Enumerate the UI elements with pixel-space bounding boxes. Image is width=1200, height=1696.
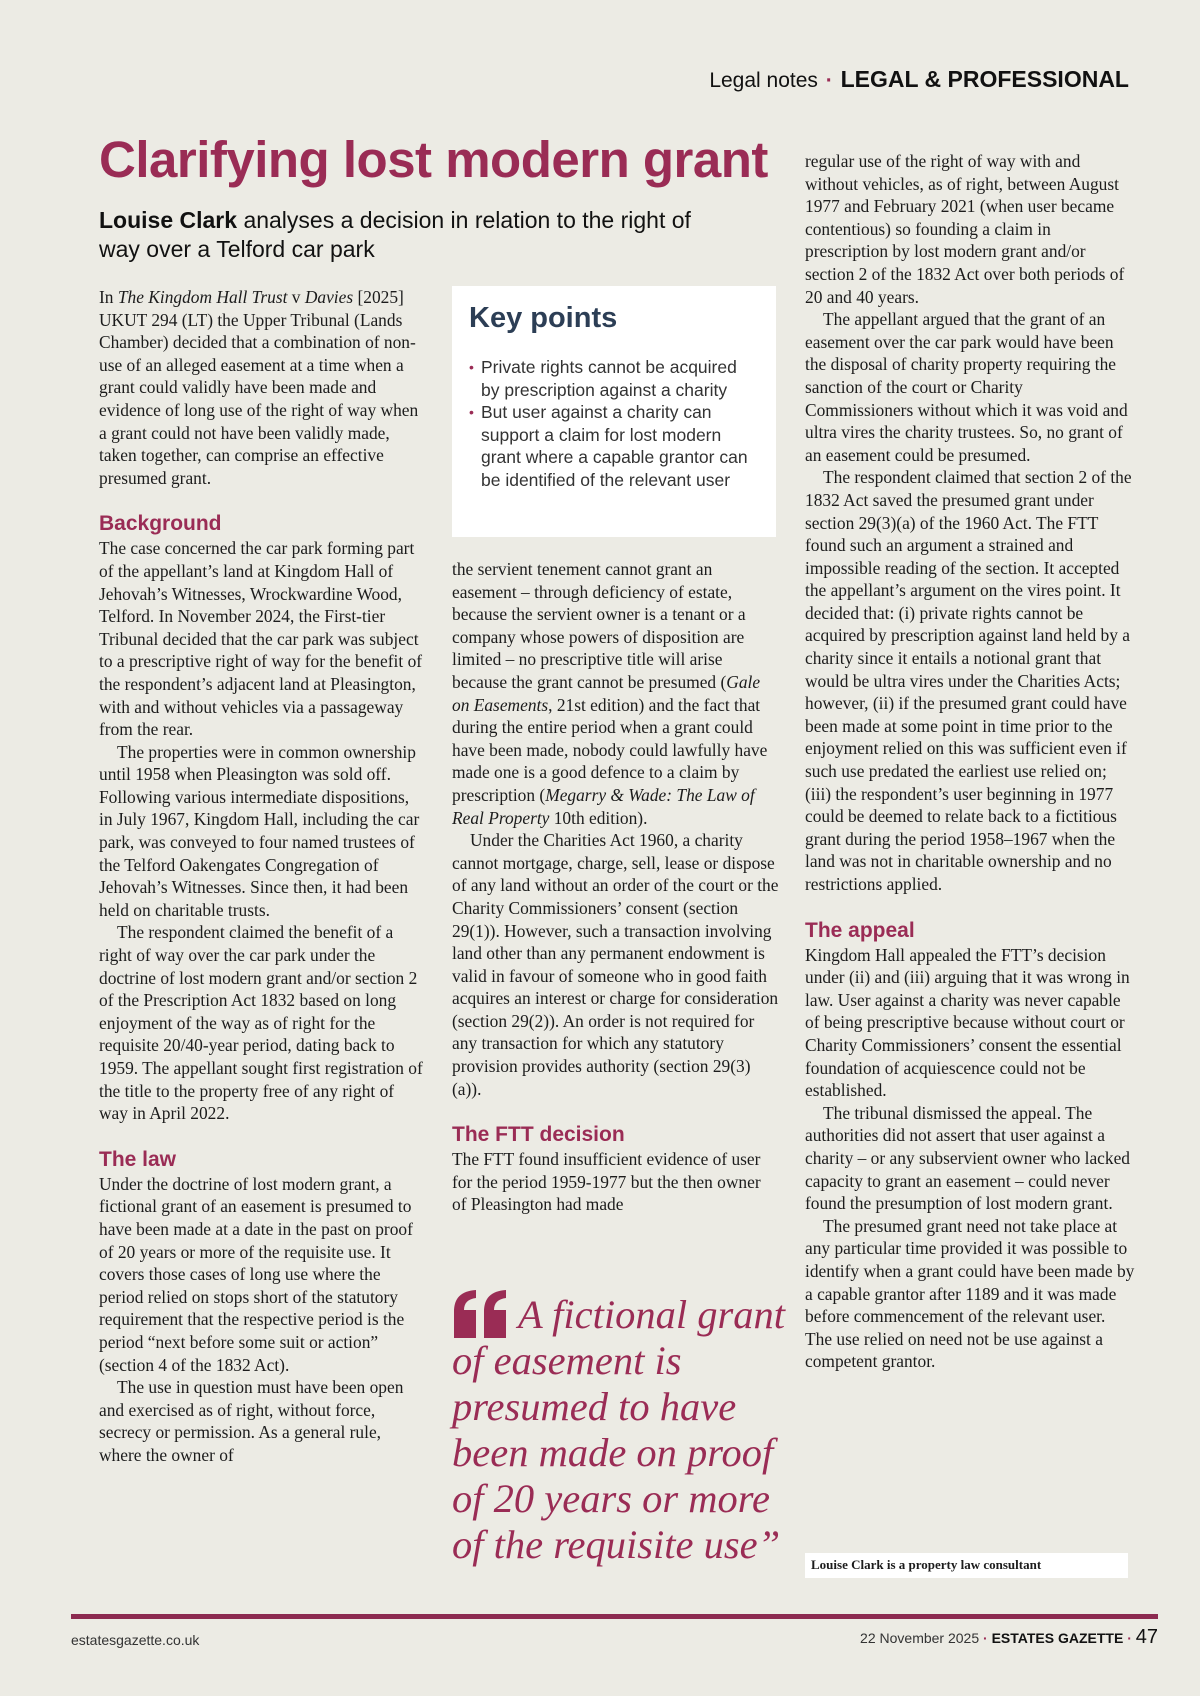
appeal-paragraph-1: Kingdom Hall appealed the FTT’s decision under (ii) and (iii) arguing that it was wrong in law. User against a charity was never capable of being prescriptive because without court or Charity Commissioners’ consent the essential foundation of acquiescence could not be established. [805, 944, 1130, 1101]
background-paragraph-3: The respondent claimed the benefit of a right of way over the car park under the doctrine of lost modern grant and/or section 2 of the Prescription Act 1832 based on long enjoyment of the way as of right for the requisite 20/40-year period, dating back to 1959. The appellant sought first registration of the title to the property free of any right of way in April 2022. [99, 922, 423, 1124]
intro-rest: [2025] UKUT 294 (LT) the Upper Tribunal (Lands Chamber) decided that a combination of non-use of an alleged easement at a time when a grant could validly have been made and evidence of long use of the right of way when a grant could not have been validly made, taken together, can comprise an effective presumed grant. [99, 287, 419, 488]
pull-quote [452, 1292, 792, 1568]
middle-text-c: 10th edition). [549, 807, 648, 828]
appeal-paragraph-3: The presumed grant need not take place at any particular time provided it was possible to identify when a grant could have been made by a capable grantor after 1189 and it was made before commencement of the relevant user. The use relied on need not be use against a competent grantor. [805, 1215, 1135, 1372]
column-2 [452, 558, 779, 1216]
law-heading: The law [99, 1147, 177, 1171]
background-heading: Background [99, 512, 222, 536]
footer-publication: ESTATES GAZETTE [991, 1630, 1124, 1646]
footer-rule [71, 1614, 1158, 1619]
footer-issue-info [860, 1626, 1158, 1649]
key-points-list [469, 356, 760, 492]
appeal-heading: The appeal [805, 918, 915, 942]
section-header [709, 66, 1129, 93]
middle-text-b: , 21st edition) and the fact that during the entire period when a grant could have been made, nobody could lawfully have made one is a good defence to a claim by prescription ( [452, 694, 768, 805]
ftt-paragraph-2: regular use of the right of way with and without vehicles, as of right, between August 1977 and February 2021 (when user became contentious) so founding a claim in prescription by lost modern grant and/or section 2 of the 1832 Act over both periods of 20 and 40 years. [805, 151, 1125, 307]
ftt-paragraph-1: The FTT found insufficient evidence of user for the period 1959-1977 but the then owner of Pleasington had made [452, 1149, 761, 1215]
footer-website: estatesgazette.co.uk [71, 1632, 200, 1648]
section-category: LEGAL & PROFESSIONAL [840, 66, 1129, 92]
standfirst-text: analyses a decision in relation to the right of way over a Telford car park [99, 207, 691, 262]
footer-separator: · [1127, 1630, 1132, 1646]
author-bio: Louise Clark is a property law consultant [805, 1553, 1128, 1578]
section-name: Legal notes [709, 69, 818, 92]
citation-megarry: Megarry & Wade: The Law of Real Property [452, 784, 755, 828]
citation-gale: Gale on Easements [452, 671, 761, 715]
middle-paragraph-1 [452, 558, 779, 829]
footer-date: 22 November 2025 [860, 1630, 980, 1646]
key-point-item: • But user against a charity can support a claim for lost modern grant where a capable grantor can be identified of the relevant user [469, 401, 760, 491]
key-point-item: • Private rights cannot be acquired by prescription against a charity [469, 356, 760, 401]
footer-separator: · [983, 1630, 988, 1646]
case-versus: v [287, 287, 305, 307]
key-points-heading: Key points [469, 302, 618, 334]
pull-quote-text: A fictional grant of easement is presumed to have been made on proof of 20 years or more of the requisite use” [452, 1292, 786, 1567]
ftt-paragraph-4: The respondent claimed that section 2 of the 1832 Act saved the presumed grant under section 29(3)(a) of the 1960 Act. The FTT found such an argument a strained and impossible reading of the section. It accepted the appellant’s argument on the vires point. It decided that: (i) private rights cannot be acquired by prescription against land held by a charity since it entails a notional grant that would be ultra vires under the Charities Acts; however, (ii) if the presumed grant could have been made at some point in time prior to the enjoyment relied on this was sufficient even if such use predated the earliest use relied on; (iii) the respondent’s user beginning in 1977 could be deemed to relate back to a fictitious grant during the period 1958–1967 when the land was not in charitable ownership and no restrictions applied. [805, 467, 1132, 894]
intro-paragraph [99, 286, 426, 489]
column-3 [805, 150, 1135, 1373]
ftt-heading: The FTT decision [452, 1123, 625, 1147]
standfirst [99, 206, 699, 264]
author-name: Louise Clark [99, 207, 238, 233]
case-name-b: Davies [304, 287, 354, 307]
column-1 [99, 286, 426, 1467]
middle-paragraph-2: Under the Charities Act 1960, a charity cannot mortgage, charge, sell, lease or dispose of any land without an order of the court or the Charity Commissioners’ consent (section 29(1)). However, such a transaction involving land other than any permanent endowment is valid in favour of someone who in good faith acquires an interest or charge for consideration (section 29(2)). An order is not required for any transaction for which any statutory provision provides authority (section 29(3)(a)). [452, 830, 779, 1099]
middle-text-a: the servient tenement cannot grant an easement – through deficiency of estate, because the servient owner is a tenant or a company whose powers of disposition are limited – no prescriptive title will arise because the grant cannot be presumed ( [452, 559, 746, 692]
key-points-box [452, 286, 776, 537]
article-title: Clarifying lost modern grant [99, 131, 768, 188]
header-separator: · [825, 69, 833, 92]
quote-mark-icon [452, 1290, 510, 1338]
law-paragraph-1: Under the doctrine of lost modern grant, a fictional grant of an easement is presumed to have been made at a date in the past on proof of 20 years or more of the requisite use. It covers those cases of long use where the period relied on stops short of the statutory requirement that the respective period is the period “next before some suit or action” (section 4 of the 1832 Act). [99, 1173, 413, 1375]
page-number: 47 [1135, 1626, 1158, 1648]
appeal-paragraph-2: The tribunal dismissed the appeal. The authorities did not assert that user against a charity – or any subservient owner who lacked capacity to grant an easement – could never found the presumption of lost modern grant. [805, 1102, 1131, 1214]
background-paragraph-1: The case concerned the car park forming part of the appellant’s land at Kingdom Hall of Jehovah’s Witnesses, Wrockwardine Wood, Telford. In November 2024, the First-tier Tribunal decided that the car park was subject to a prescriptive right of way for the benefit of the respondent’s adjacent land at Pleasington, with and without vehicles via a passageway from the rear. [99, 538, 423, 740]
law-paragraph-2: The use in question must have been open and exercised as of right, without force, secrecy or permission. As a general rule, where the owner of [99, 1377, 404, 1465]
background-paragraph-2: The properties were in common ownership until 1958 when Pleasington was sold off. Following various intermediate dispositions, in July 1967, Kingdom Hall, including the car park, was conveyed to four named trustees of the Telford Oakengates Congregation of Jehovah’s Witnesses. Since then, it had been held on charitable trusts. [99, 741, 420, 920]
ftt-paragraph-3: The appellant argued that the grant of an easement over the car park would have been the disposal of charity property requiring the sanction of the court or Charity Commissioners without which it was void and ultra vires the charity trustees. So, no grant of an easement could be presumed. [805, 309, 1128, 465]
intro-prefix: In [99, 287, 118, 307]
case-name-a: The Kingdom Hall Trust [117, 287, 288, 307]
